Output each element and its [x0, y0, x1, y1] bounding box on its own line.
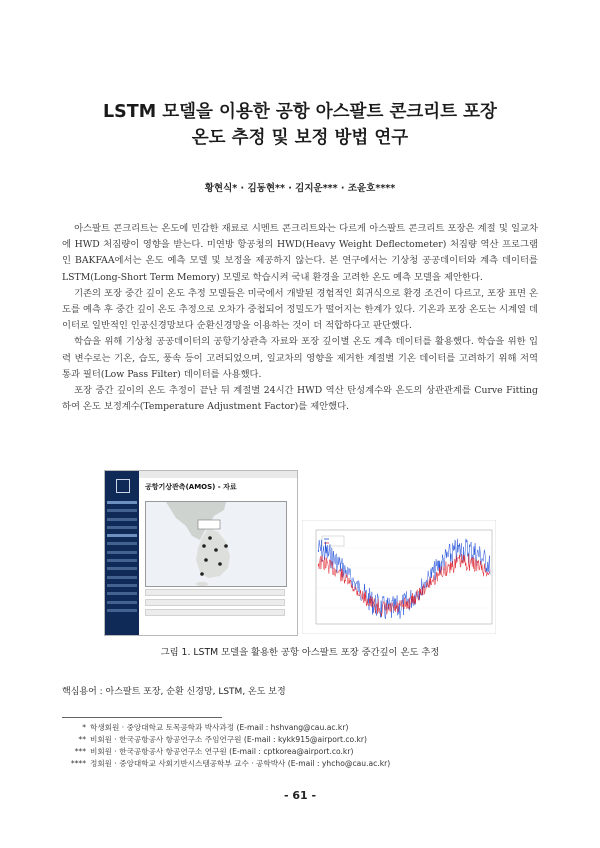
footnote-mark: ***: [74, 747, 86, 756]
korea-map: [146, 502, 286, 586]
page-number: - 61 -: [283, 789, 317, 802]
paragraph: 포장 중간 깊이의 온도 추정이 끝난 뒤 계절별 24시간 HWD 역산 탄성계수와 온도의 상관관계를 Curve Fitting하여 온도 보정계수(Temperature Adjustment Factor)를 제안했다.: [62, 385, 538, 413]
footnote-mark: **: [78, 735, 86, 744]
keywords: 핵심용어 : 아스팔트 포장, 순환 신경망, LSTM, 온도 보정: [62, 687, 286, 697]
paragraph: 학습을 위해 기상청 공공데이터의 공항기상관측 자료와 포장 깊이별 온도 계측 데이터를 활용했다. 학습을 위한 입력 변수로는 기온, 습도, 풍속 등이 고려되었으며, 일교차의 영향을 제거한 계절별 기온 데이터를 고려하기 위해 저역 통과 필터(Low Pass Filter) 데이터를 사용했다.: [62, 336, 538, 380]
footnote: [62, 758, 538, 769]
abstract-body: [62, 221, 538, 415]
footnote: [62, 746, 538, 757]
sidebar-menu: [107, 501, 137, 617]
query-form: [145, 589, 285, 619]
document-icon: [116, 479, 130, 493]
screenshot-footer-buttons: [257, 626, 283, 636]
amos-screenshot: [104, 470, 298, 636]
screenshot-sidebar: [105, 471, 139, 635]
footnote: [62, 722, 538, 733]
footnote: [62, 734, 538, 745]
author-list: 황현식* · 김동현** · 김지운*** · 조윤호****: [204, 183, 396, 194]
footnote-mark: ****: [70, 759, 86, 768]
figure-1: [104, 470, 496, 634]
paragraph: 기존의 포장 중간 깊이 온도 추정 모델들은 미국에서 개발된 경험적인 회귀식으로 환경 조건이 다르고, 포장 표면 온도를 예측 후 중간 깊이 온도 추정으로 오차가 중첩되어 정밀도가 떨어지는 한계가 있다. 기온과 포장 온도는 시계열 데이터로 일반적인 인공신경망보다 순환신경망을 이용하는 것이 더 적합하다고 판단했다.: [62, 287, 538, 332]
paragraph: 아스팔트 콘크리트는 온도에 민감한 재료로 시멘트 콘크리트와는 다르게 아스팔트 콘크리트 포장은 계절 및 일교차에 HWD 처짐량이 영향을 받는다. 미연방 항공청의 HWD(Heavy Weight Deflectometer) 처짐량 역산 프로그램인 BAKFAA에서는 온도 예측 모델 및 보정을 제공하지 않는다. 본 연구에서는 기상청 공공데이터와 계측 데이터를 LSTM(Long-Short Term Memory) 모델로 학습시켜 국내 환경을 고려한 온도 예측 모델을 제안한다.: [62, 223, 538, 283]
figure-caption: 그림 1. LSTM 모델을 활용한 공항 아스팔트 포장 중간깊이 온도 추정: [160, 647, 440, 658]
footnote-divider: [62, 717, 222, 718]
footnote-text: 비회원 · 한국공항공사 항공연구소 연구원 (E-mail : cptkorea@airport.co.kr): [90, 747, 354, 756]
screenshot-heading: 공항기상관측(AMOS) - 자료: [145, 483, 237, 491]
footnote-text: 학생회원 · 중앙대학교 토목공학과 박사과정 (E-mail : hshvang@cau.ac.kr): [90, 723, 349, 732]
footnote-text: 비회원 · 한국공항공사 항공연구소 주임연구원 (E-mail : kykk915@airport.co.kr): [90, 735, 367, 744]
map-panel: [145, 501, 287, 587]
footnote-mark: *: [82, 723, 86, 732]
footnote-text: 정회원 · 중앙대학교 사회기반시스템공학부 교수 · 공학박사 (E-mail : yhcho@cau.ac.kr): [90, 759, 391, 768]
title-line-1: LSTM 모델을 이용한 공항 아스팔트 콘크리트 포장: [103, 102, 497, 122]
temperature-plot: [302, 520, 496, 634]
title-line-2: 온도 추정 및 보정 방법 연구: [191, 128, 409, 148]
